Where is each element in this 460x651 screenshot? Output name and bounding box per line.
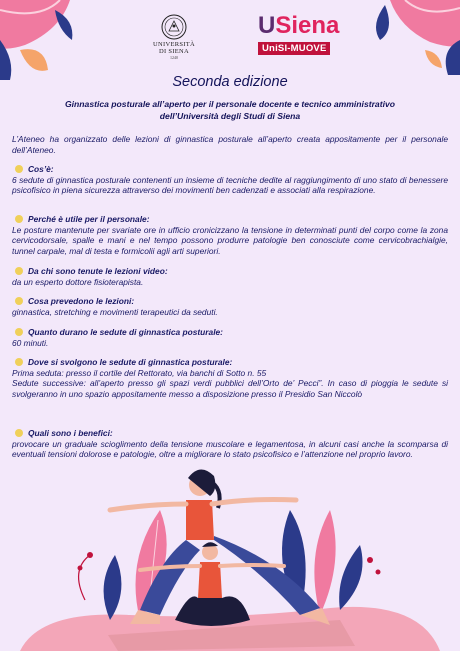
bullet-icon — [15, 267, 23, 275]
section-question: Quali sono i benefici: — [12, 428, 448, 439]
section-answer: ginnastica, stretching e movimenti terapeutici da seduti. — [12, 306, 218, 317]
bullet-icon — [15, 297, 23, 305]
section-answer-line2: Sedute successive: all’aperto presso gli spazi verdi pubblici dell’Orto de’ Pecci”. In caso di pioggia le sedute si svolgeranno in uno spazio appositamente messo a disposizione presso il Presidio San Niccolò — [12, 378, 448, 399]
section-dove — [12, 357, 448, 399]
usiena-rest: Siena — [275, 12, 340, 39]
unisi-name-line1: UNIVERSITÀ — [153, 41, 195, 48]
page-subtitle — [20, 98, 440, 122]
section-answer: 60 minuti. — [12, 337, 49, 348]
unisi-year: 1240 — [170, 55, 178, 60]
bullet-icon — [15, 165, 23, 173]
section-question: Cos’è: — [12, 164, 448, 175]
bullet-icon — [15, 215, 23, 223]
section-answer: 6 sedute di ginnastica posturale contenenti un insieme di tecniche dedite al raggiungimento di uno stato di benessere psicofisico in piena sicurezza attraverso dei movimenti ben cadenzati e associati alla respirazione. — [12, 174, 448, 195]
usiena-wordmark — [258, 14, 358, 38]
bullet-icon — [15, 429, 23, 437]
unisi-name-line2: DI SIENA — [158, 48, 190, 55]
intro-paragraph: L’Ateneo ha organizzato delle lezioni di ginnastica posturale all’aperto creata appositamente per il personale dell’Ateneo. — [12, 134, 448, 155]
bullet-icon — [15, 328, 23, 336]
section-question: Dove si svolgono le sedute di ginnastica posturale: — [12, 357, 448, 368]
leaf-decoration-top-right — [370, 0, 460, 75]
section-answer: da un esperto dottore fisioterapista. — [12, 276, 144, 287]
bullet-icon — [15, 358, 23, 366]
section-question: Cosa prevedono le lezioni: — [12, 296, 448, 307]
usiena-bar: UniSI-MUOVE — [258, 42, 330, 55]
page-title: Seconda edizione — [172, 74, 288, 90]
section-question: Da chi sono tenute le lezioni video: — [12, 266, 448, 277]
section-question: Perché è utile per il personale: — [12, 214, 448, 225]
section-answer: provocare un graduale scioglimento della tensione muscolare e legamentosa, in alcuni casi anche la scomparsa di eventuali tensioni dolorose e patologie, oltre a migliorare lo stato psicofisico e l’attenzione nel proprio lavoro. — [12, 438, 448, 459]
usiena-u: U — [258, 12, 276, 39]
yoga-illustration — [0, 440, 460, 651]
section-quanto — [12, 327, 448, 348]
section-answer-line1: Prima seduta: presso il cortile del Rettorato, via banchi di Sotto n. 55 — [12, 367, 267, 378]
seal-icon — [161, 14, 187, 40]
unisi-logo — [144, 14, 204, 60]
section-perche — [12, 214, 448, 256]
usiena-logo — [258, 14, 358, 56]
subtitle-line1: Ginnastica posturale all’aperto per il personale docente e tecnico amministrativo — [64, 99, 395, 109]
leaf-decoration-top-left — [0, 0, 90, 80]
section-answer: Le posture mantenute per svariate ore in ufficio cronicizzano la tensione in determinati punti del corpo come la zona cervicodorsale, spalle e mani e nel tempo possono produrre patologie ben conosciute come cervicobrachialgie, tunnel carpale, mal di testa e formicolii agli arti superiori. — [12, 224, 448, 256]
subtitle-line2: dell’Università degli Studi di Siena — [159, 111, 301, 121]
section-cose — [12, 164, 448, 196]
section-question: Quanto durano le sedute di ginnastica posturale: — [12, 327, 448, 338]
section-da-chi — [12, 266, 448, 287]
section-cosa — [12, 296, 448, 317]
